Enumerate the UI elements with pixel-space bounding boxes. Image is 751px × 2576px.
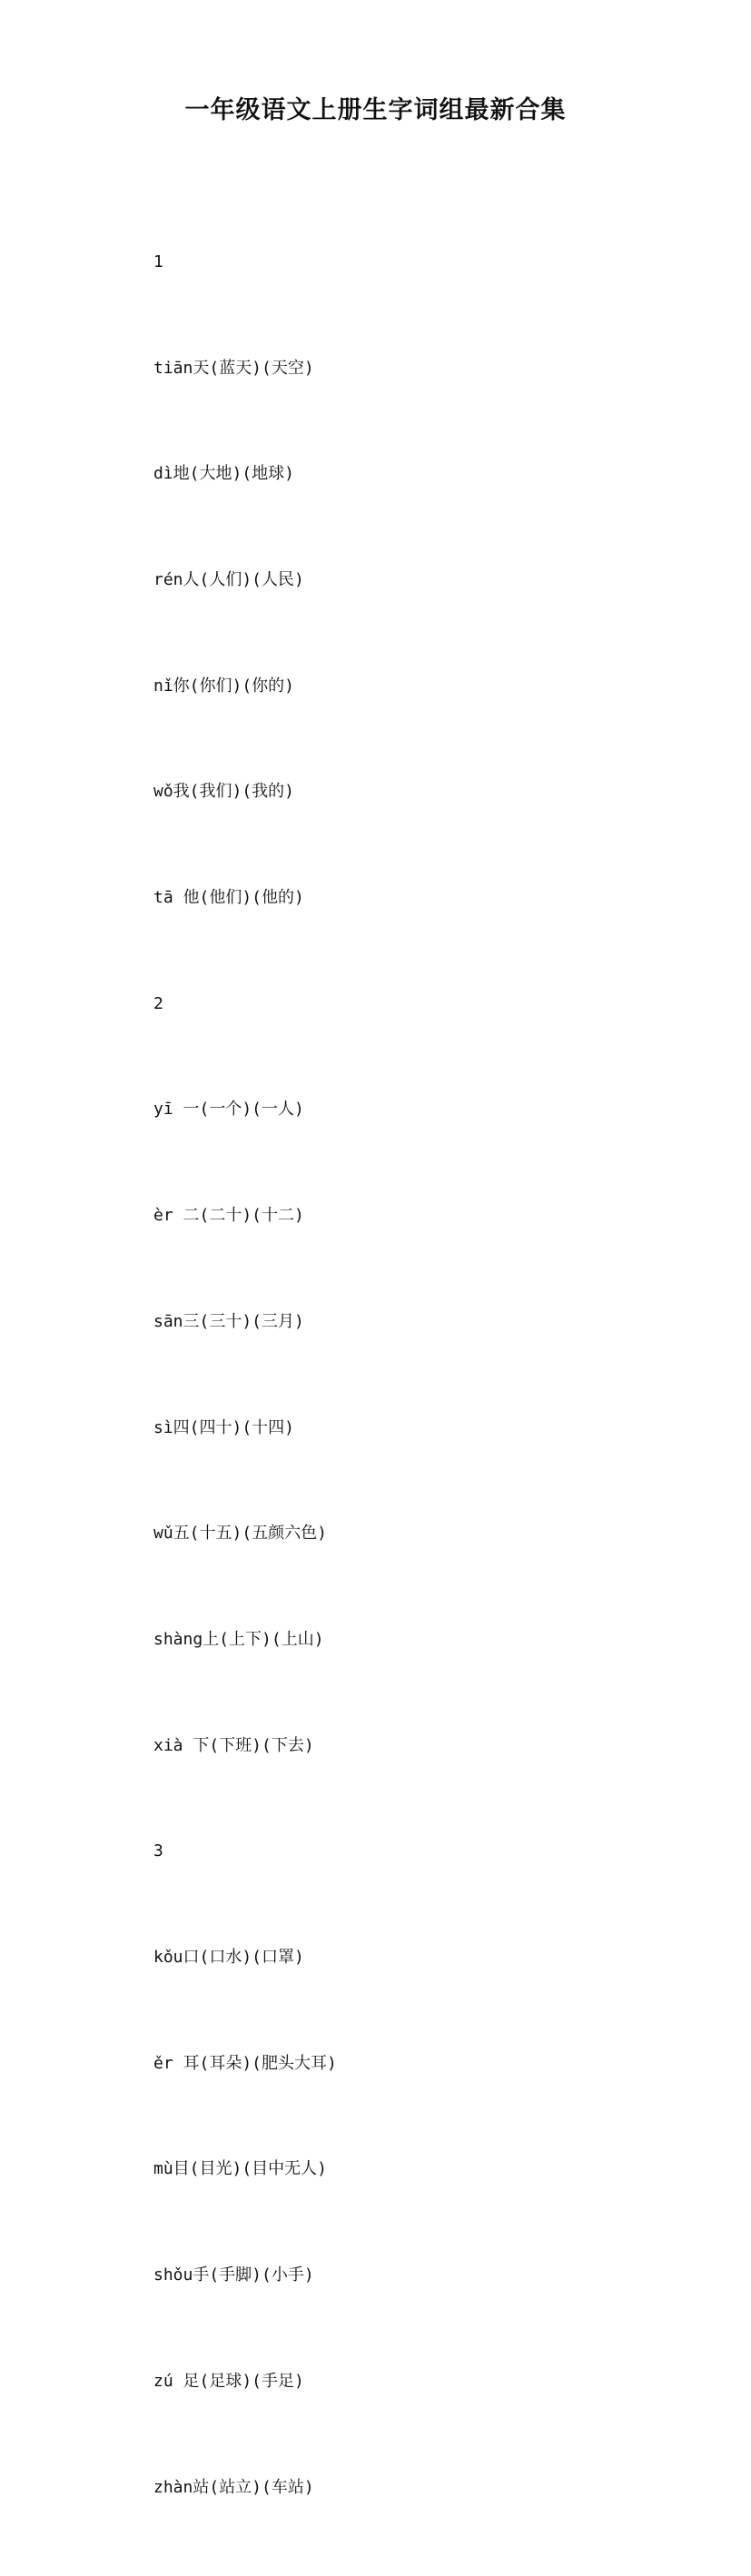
list-line: tiān天(蓝天)(天空) [153, 358, 314, 378]
list-line: 2 [153, 993, 163, 1013]
list-line: yī 一(一个)(一人) [153, 1100, 304, 1120]
list-line: tā 他(他们)(他的) [153, 888, 304, 908]
list-line: zú 足(足球)(手足) [153, 2371, 304, 2391]
list-line: sì四(四十)(十四) [153, 1417, 295, 1437]
list-line: zhàn站(站立)(车站) [153, 2477, 314, 2497]
list-line: shǒu手(手脚)(小手) [153, 2265, 314, 2285]
list-line: nǐ你(你们)(你的) [153, 676, 295, 696]
list-line: kǒu口(口水)(口罩) [153, 1948, 304, 1968]
list-line: wǒ我(我们)(我的) [153, 782, 295, 802]
list-line: xià 下(下班)(下去) [153, 1735, 314, 1755]
list-line: mù目(目光)(目中无人) [153, 2159, 328, 2179]
word-list [153, 174, 716, 2576]
list-line: rén人(人们)(人民) [153, 569, 304, 589]
list-line: dì地(大地)(地球) [153, 464, 295, 484]
list-line: shàng上(上下)(上山) [153, 1629, 324, 1649]
list-line: 3 [153, 1841, 163, 1861]
list-line: 1 [153, 252, 163, 271]
list-line: sān三(三十)(三月) [153, 1311, 304, 1331]
list-line: wǔ五(十五)(五颜六色) [153, 1524, 328, 1544]
document-title: 一年级语文上册生字词组最新合集 [184, 96, 567, 124]
list-line: ěr 耳(耳朵)(肥头大耳) [153, 2053, 337, 2073]
list-line: èr 二(二十)(十二) [153, 1206, 304, 1226]
